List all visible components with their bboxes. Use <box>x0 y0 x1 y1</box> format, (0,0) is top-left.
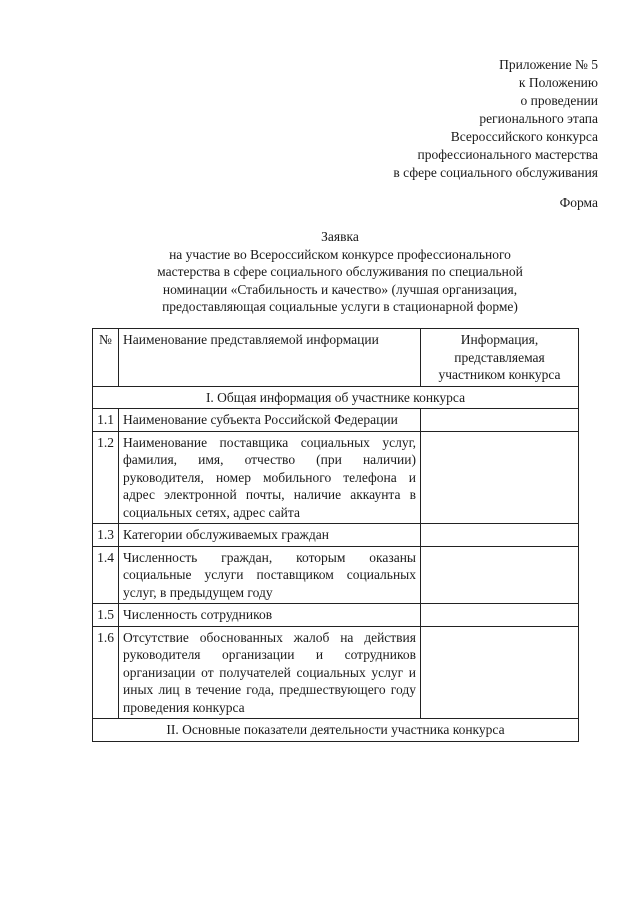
row-info-cell[interactable] <box>421 431 579 524</box>
row-info-cell[interactable] <box>421 626 579 719</box>
row-name: Категории обслуживаемых граждан <box>119 524 421 547</box>
application-table <box>92 328 579 742</box>
row-name: Численность сотрудников <box>119 604 421 627</box>
table-row <box>93 546 579 604</box>
title-line: номинации «Стабильность и качество» (лучшая организация, <box>162 281 518 297</box>
appendix-header <box>393 56 598 182</box>
appendix-line: Всероссийского конкурса <box>450 129 598 144</box>
header-name: Наименование представляемой информации <box>119 329 421 387</box>
section-row <box>93 719 579 742</box>
appendix-line: о проведении <box>520 93 598 108</box>
document-title <box>90 228 590 316</box>
row-num: 1.6 <box>93 626 119 719</box>
appendix-line: в сфере социального обслуживания <box>393 165 598 180</box>
row-num: 1.3 <box>93 524 119 547</box>
table-row <box>93 626 579 719</box>
appendix-line: профессионального мастерства <box>417 147 598 162</box>
table-row <box>93 604 579 627</box>
appendix-line: регионального этапа <box>479 111 598 126</box>
row-info-cell[interactable] <box>421 546 579 604</box>
header-num: № <box>93 329 119 387</box>
row-name: Наименование поставщика социальных услуг, фамилия, имя, отчество (при наличии) руководителя, номер мобильного телефона и адрес электронной почты, наличие аккаунта в социальных сетях, адрес сайта <box>119 431 421 524</box>
table-header-row <box>93 329 579 387</box>
row-num: 1.1 <box>93 409 119 432</box>
row-num: 1.4 <box>93 546 119 604</box>
row-info-cell[interactable] <box>421 524 579 547</box>
row-info-cell[interactable] <box>421 409 579 432</box>
header-info: Информация, представляемая участником конкурса <box>421 329 579 387</box>
row-num: 1.2 <box>93 431 119 524</box>
row-name: Численность граждан, которым оказаны социальные услуги поставщиком социальных услуг, в предыдущем году <box>119 546 421 604</box>
section-title-2: II. Основные показатели деятельности участника конкурса <box>93 719 579 742</box>
table-row <box>93 524 579 547</box>
title-line: мастерства в сфере социального обслуживания по специальной <box>157 264 523 279</box>
section-row <box>93 386 579 409</box>
table-row <box>93 431 579 524</box>
title-line: на участие во Всероссийском конкурсе профессионального <box>169 246 511 262</box>
section-title-1: I. Общая информация об участнике конкурса <box>93 386 579 409</box>
appendix-line: Приложение № 5 <box>499 57 598 72</box>
row-name: Отсутствие обоснованных жалоб на действия руководителя организации и сотрудников организации от получателей социальных услуг и иных лиц в течение года, предшествующего году проведения конкурса <box>119 626 421 719</box>
appendix-line: к Положению <box>518 75 598 90</box>
table-row <box>93 409 579 432</box>
form-label: Форма <box>559 195 598 210</box>
row-num: 1.5 <box>93 604 119 627</box>
row-info-cell[interactable] <box>421 604 579 627</box>
title-heading: Заявка <box>321 229 359 244</box>
title-line: предоставляющая социальные услуги в стационарной форме) <box>162 299 518 314</box>
row-name: Наименование субъекта Российской Федерации <box>119 409 421 432</box>
